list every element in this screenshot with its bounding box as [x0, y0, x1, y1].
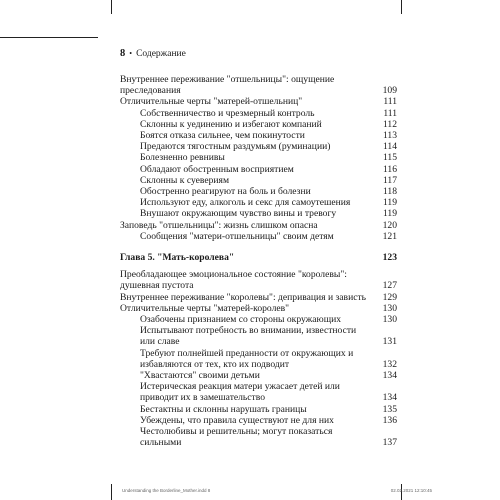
toc-entry-title: Бестактны и склонны нарушать границы	[140, 403, 307, 415]
toc-entry-page: 111	[383, 96, 397, 108]
toc-entry-page: 119	[382, 208, 397, 220]
toc-entry	[120, 415, 397, 426]
toc-entry-page: 114	[382, 141, 397, 153]
print-footer	[122, 488, 432, 493]
toc-entry-title: Внутреннее переживание "королевы": депривация и зависть	[120, 291, 367, 303]
toc-entry-title: Отличительные черты "матерей-отшельниц"	[120, 96, 303, 108]
toc-entry	[120, 269, 397, 291]
page-header	[120, 48, 186, 59]
toc-entry-title: Глава 5. "Мать-королева"	[120, 252, 235, 264]
toc-entry-title: Убеждены, что правила существуют не для них	[140, 414, 334, 426]
toc-entry-title: Требуют полнейшей преданности от окружающих и избавляются от тех, кто их подводит	[140, 347, 354, 370]
toc-entry-title: Предаются тягостным раздумьям (руминации)	[140, 141, 331, 153]
toc-entry-title: Болезненно ревнивы	[140, 152, 225, 164]
toc-entry-page: 118	[382, 186, 397, 198]
toc-entry-page: 120	[382, 219, 397, 231]
toc-entry-page: 121	[382, 230, 397, 242]
toc-entry-page: 112	[382, 118, 397, 130]
toc-entry	[120, 175, 397, 186]
toc-entry-title: Истерическая реакция матери ужасает детей или приводит их в замешательство	[140, 381, 340, 404]
toc-entry	[120, 292, 397, 303]
toc-entry	[120, 186, 397, 197]
toc-entry	[120, 314, 397, 325]
toc-entry-title: Испытывают потребность во внимании, известности или славе	[140, 325, 357, 348]
toc-entry-title: Сообщения "матери-отшельницы" своим детям	[140, 230, 334, 242]
toc-entry-page: 123	[382, 252, 397, 264]
footer-timestamp: 02.02.2021 12:10:45	[390, 488, 432, 493]
toc-entry-page: 130	[382, 314, 397, 326]
toc-entry	[120, 303, 397, 314]
toc-entry	[120, 108, 397, 119]
toc-entry	[120, 381, 397, 403]
toc-entry	[120, 231, 397, 242]
toc-entry-page: 119	[382, 197, 397, 209]
footer-file: Understanding the Borderline_Mother.indd 8	[122, 488, 211, 493]
toc-entry-title: Обостренно реагируют на боль и болезни	[140, 186, 311, 198]
toc-entry-page: 134	[382, 370, 397, 382]
toc-entry-title: Заповедь "отшельницы": жизнь слишком опасна	[120, 219, 318, 231]
crop-mark	[401, 0, 402, 14]
toc-entry-title: Боятся отказа сильнее, чем покинутости	[140, 130, 305, 142]
toc-entry-page: 132	[382, 358, 397, 370]
toc-entry	[120, 325, 397, 347]
toc-entry	[120, 404, 397, 415]
toc-entry-page: 127	[382, 280, 397, 292]
toc-entry-title: "Хвастаются" своими детьми	[140, 370, 260, 382]
toc-entry-title: Преобладающее эмоциональное состояние "королевы": душевная пустота	[120, 269, 347, 292]
toc-entry	[120, 130, 397, 141]
toc-entry-page: 115	[382, 152, 397, 164]
toc-entry-title: Склонны к суевериям	[140, 174, 230, 186]
crop-mark	[0, 37, 98, 38]
toc-entry-title: Внушают окружающим чувство вины и тревогу	[140, 208, 337, 220]
header-separator: •	[129, 49, 133, 58]
toc-entry	[120, 119, 397, 130]
toc-entry	[120, 152, 397, 163]
toc-entry-title: Отличительные черты "матерей-королев"	[120, 302, 290, 314]
toc-entry	[120, 164, 397, 175]
toc-entry-title: Обладают обостренным восприятием	[140, 163, 294, 175]
page-number: 8	[120, 48, 126, 59]
toc-entry	[120, 197, 397, 208]
toc-entry-title: Склонны к уединению и избегают компаний	[140, 118, 322, 130]
toc-entry-page: 136	[382, 414, 397, 426]
toc-entry-title: Озабочены признанием со стороны окружающих	[140, 314, 342, 326]
toc-entry-page: 130	[382, 302, 397, 314]
toc-entry-title: Честолюбивы и решительны; могут показаться сильными	[140, 426, 333, 449]
toc-entry-page: 109	[382, 85, 397, 97]
toc-entry	[120, 370, 397, 381]
toc-entry	[120, 220, 397, 231]
toc-entry-page: 111	[383, 107, 397, 119]
toc-entry	[120, 96, 397, 107]
toc-entry	[120, 426, 397, 448]
toc-entry-page: 131	[382, 336, 397, 348]
toc-entry-page: 117	[382, 174, 397, 186]
toc-entry-page: 116	[382, 163, 397, 175]
toc-entry-title: Собственничество и чрезмерный контроль	[140, 107, 315, 119]
toc-entry-page: 134	[382, 392, 397, 404]
toc-entry-title: Внутреннее переживание "отшельницы": ощущение преследования	[120, 74, 335, 97]
section-title: Содержание	[136, 49, 186, 59]
toc-entry	[120, 74, 397, 96]
toc-entry-page: 137	[382, 437, 397, 449]
crop-mark	[111, 484, 112, 500]
toc-entry-title: Используют еду, алкоголь и секс для самоутешения	[140, 197, 351, 209]
toc-entry-page: 135	[382, 403, 397, 415]
toc-entry	[120, 141, 397, 152]
toc-entry	[120, 208, 397, 219]
toc-entry-page: 129	[382, 291, 397, 303]
crop-mark	[111, 0, 112, 14]
chapter-heading	[120, 252, 397, 263]
table-of-contents	[120, 74, 397, 449]
toc-entry	[120, 348, 397, 370]
toc-entry-page: 113	[382, 130, 397, 142]
